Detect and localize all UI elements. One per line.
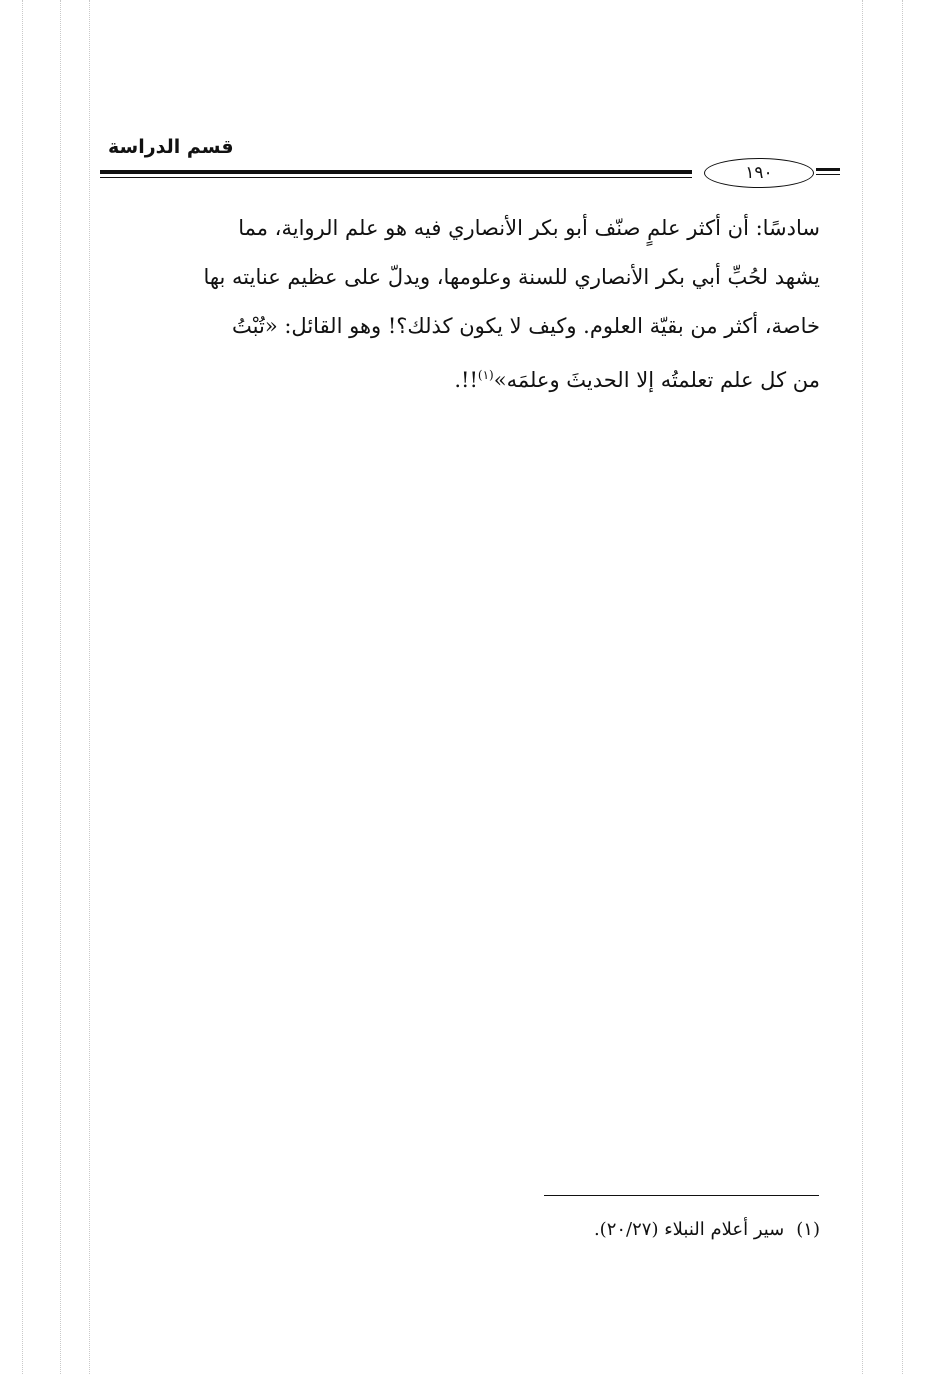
body-line: يشهد لحُبِّ أبي بكر الأنصاري للسنة وعلومها، ويدلّ على عظيم عنايته بها xyxy=(203,265,820,289)
scan-guide-line xyxy=(22,0,23,1374)
footnote-text: سير أعلام النبلاء (٢٠/٢٧). xyxy=(593,1219,785,1240)
body-line: سادسًا: أن أكثر علمٍ صنّف أبو بكر الأنصاري فيه هو علم الرواية، مما xyxy=(238,216,820,240)
header-rule xyxy=(100,170,692,174)
footnote-reference[interactable]: (١) xyxy=(477,368,494,382)
body-line-ending: !!. xyxy=(454,368,478,392)
footnote xyxy=(300,1219,820,1240)
body-line: خاصة، أكثر من بقيّة العلوم. وكيف لا يكون كذلك؟! وهو القائل: «تُبْتُ xyxy=(232,314,820,338)
page-number-text: ١٩٠ xyxy=(745,163,773,183)
body-line-text: من كل علم تعلمتُه إلا الحديثَ وعلمَه» xyxy=(493,368,820,392)
page-number xyxy=(704,158,814,188)
scan-guide-line xyxy=(89,0,90,1374)
footnote-separator xyxy=(544,1195,819,1196)
body-line-last xyxy=(100,351,820,405)
section-title: قسم الدراسة xyxy=(108,136,234,158)
header-ornament xyxy=(816,168,840,175)
header-rule-thin xyxy=(100,177,692,178)
body-paragraph xyxy=(100,204,820,405)
scan-guide-line xyxy=(862,0,863,1374)
footnote-number: (١) xyxy=(796,1219,820,1240)
scan-guide-line xyxy=(902,0,903,1374)
scan-guide-line xyxy=(60,0,61,1374)
page-header xyxy=(100,136,835,186)
